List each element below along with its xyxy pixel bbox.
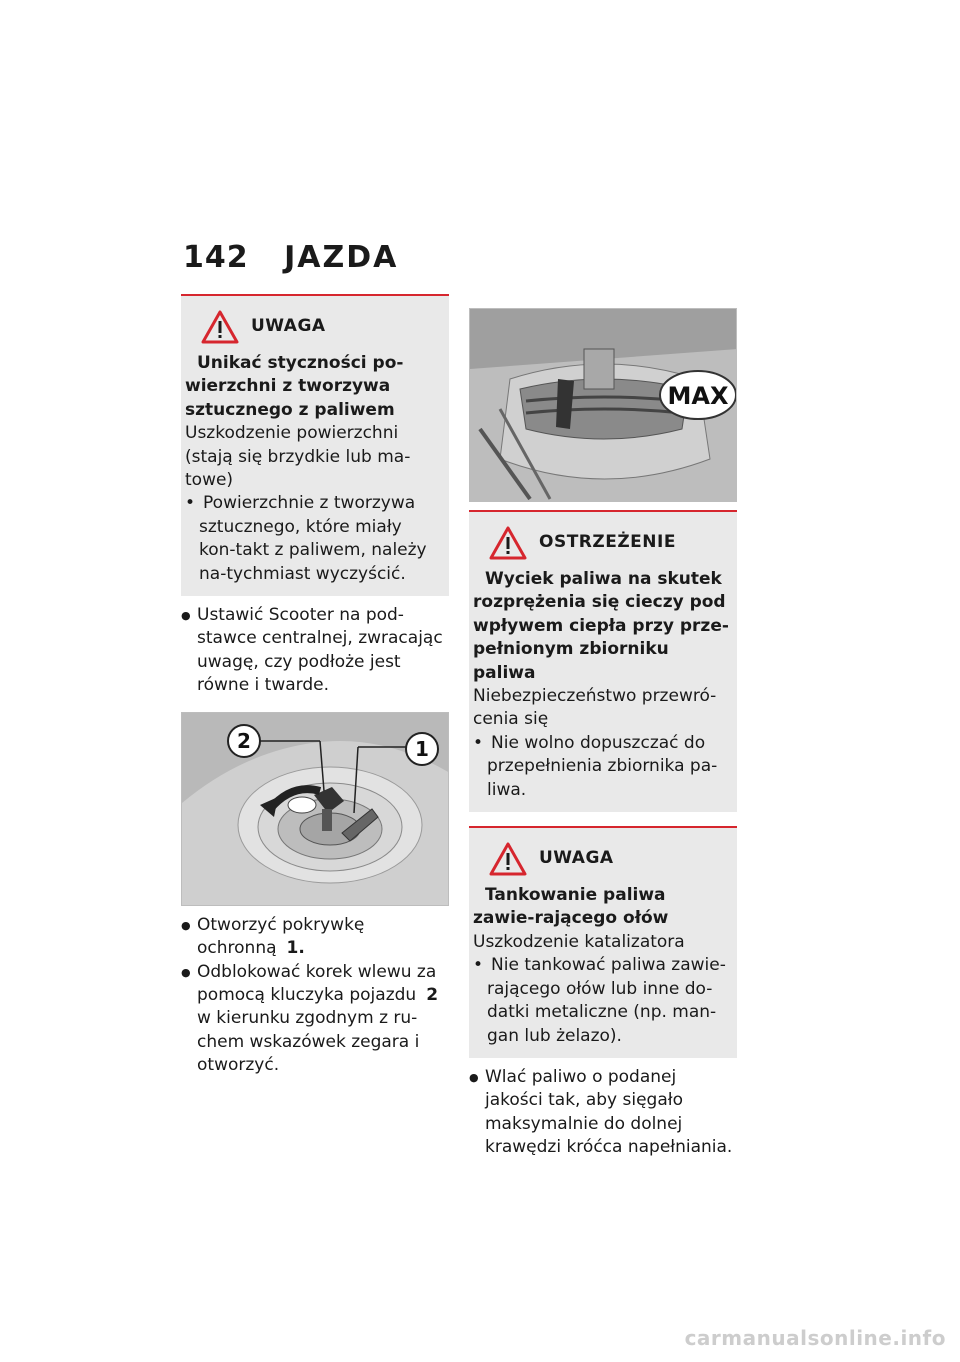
notice-bullet: • Powierzchnie z tworzywa sztucznego, które miały kon-takt z paliwem, należy na-tychmiast wyczyścić.: [185, 493, 427, 584]
notice-bullets-2: [473, 954, 729, 1048]
notice-bullet: • Nie tankować paliwa zawie-rającego ołów lub inne do-datki metaliczne (np. man-gan lub żelazo).: [473, 955, 726, 1046]
step-item: ● Odblokować korek wlewu za pomocą kluczyka pojazdu 2 w kierunku zgodnym z ru-chem wskazówek zegara i otworzyć.: [181, 961, 449, 1078]
warning-triangle-icon: [201, 310, 239, 344]
warning-bullet: • Nie wolno dopuszczać do przepełnienia zbiornika pa-liwa.: [473, 732, 718, 800]
callout-1: 1: [415, 736, 429, 761]
left-column: [181, 294, 449, 1078]
notice-title: [185, 310, 441, 344]
callout-2: 2: [237, 728, 251, 753]
fuel-tank-figure: [469, 308, 737, 502]
notice-heading-2: Tankowanie paliwa zawie-rającego ołów: [473, 885, 669, 929]
warning-box: [469, 510, 737, 812]
step-item: ● Ustawić Scooter na pod-stawce centralnej, zwracając uwagę, czy podłoże jest równe i twarde.: [181, 604, 449, 698]
notice-box-2: [469, 826, 737, 1058]
step-list-2: [181, 914, 449, 1078]
step-item: ● Wlać paliwo o podanej jakości tak, aby sięgało maksymalnie do dolnej krawędzi króćca napełniania.: [469, 1066, 737, 1160]
notice-bullets: [185, 492, 441, 586]
section-title: JAZDA: [284, 240, 399, 275]
notice-box: [181, 294, 449, 596]
page-number: 142: [183, 240, 249, 275]
warning-title: [473, 526, 729, 560]
fuel-tank-illustration: [470, 309, 737, 502]
warning-label: OSTRZEŻENIE: [539, 532, 676, 553]
notice-body-2: Uszkodzenie katalizatora: [473, 931, 685, 952]
notice-body: Uszkodzenie powierzchni (stają się brzydkie lub ma-towe): [185, 423, 411, 491]
warning-bullets: [473, 732, 729, 802]
step-item: ● Otworzyć pokrywkę ochronną 1.: [181, 914, 449, 961]
notice-title-2: [473, 842, 729, 876]
warning-triangle-icon: [489, 842, 527, 876]
right-column: [469, 294, 737, 1160]
notice-label: UWAGA: [251, 316, 326, 337]
fuel-cap-figure: [181, 712, 449, 906]
watermark-logo: carmanualsonline.info: [684, 1326, 946, 1350]
fuel-cap-illustration: [182, 713, 449, 906]
max-label: MAX: [667, 382, 729, 410]
step-list: [181, 604, 449, 698]
step-list-3: [469, 1066, 737, 1160]
notice-label-2: UWAGA: [539, 848, 614, 869]
page-header: [183, 240, 398, 275]
warning-triangle-icon: [489, 526, 527, 560]
notice-heading: Unikać styczności po-wierzchni z tworzywa sztucznego z paliwem: [185, 353, 404, 420]
warning-heading: Wyciek paliwa na skutek rozprężenia się cieczy pod wpływem ciepła przy prze-pełnionym zbiorniku paliwa: [473, 569, 729, 683]
warning-body: Niebezpieczeństwo przewró-cenia się: [473, 686, 717, 730]
